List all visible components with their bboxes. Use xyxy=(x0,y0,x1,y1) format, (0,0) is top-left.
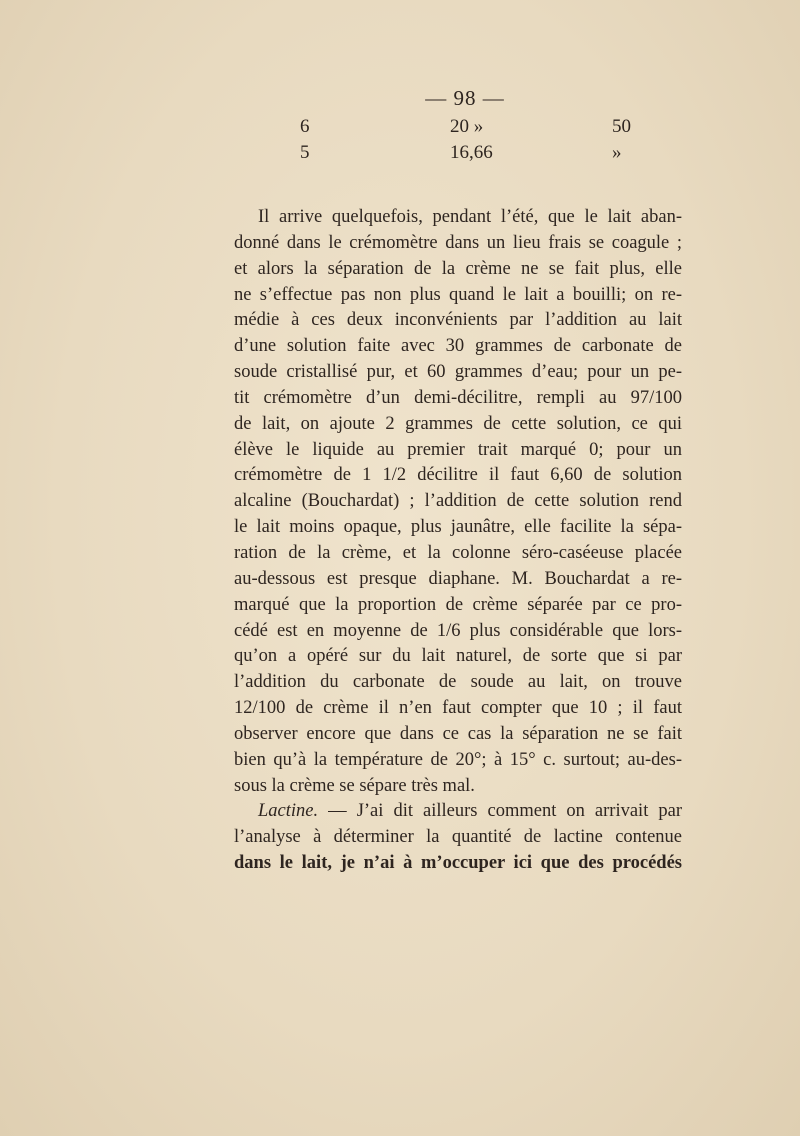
text-line: de lait, on ajoute 2 grammes de cette solution, ce qui xyxy=(234,413,682,434)
text-line: crémomètre de 1 1/2 décilitre il faut 6,60 de solution xyxy=(234,465,682,486)
text-line: ne s’effectue pas non plus quand le lait a bouilli; on re- xyxy=(234,284,682,305)
table-cell: 50 xyxy=(612,116,631,137)
table-row xyxy=(0,116,800,142)
text-line: élève le liquide au premier trait marqué 0; pour un xyxy=(234,439,682,460)
table-cell: 20 » xyxy=(450,116,484,137)
text-line: soude cristallisé pur, et 60 grammes d’eau; pour un pe- xyxy=(234,362,682,383)
table-cell: 5 xyxy=(300,142,310,163)
text-line: ration de la crème, et la colonne séro-caséeuse placée xyxy=(234,542,682,563)
table-cell: 6 xyxy=(300,116,310,137)
body-text xyxy=(234,205,682,877)
text-line: alcaline (Bouchardat) ; l’addition de cette solution rend xyxy=(234,491,682,512)
text-line: Il arrive quelquefois, pendant l’été, que le lait aban- xyxy=(258,207,682,227)
text-line: qu’on a opéré sur du lait naturel, de sorte que si par xyxy=(234,646,682,667)
page-number: — 98 — xyxy=(425,86,505,110)
text-line: médie à ces deux inconvénients par l’addition au lait xyxy=(234,310,682,331)
text-line: observer encore que dans ce cas la séparation ne se fait xyxy=(234,723,682,744)
table-cell: » xyxy=(612,142,622,163)
text-line: bien qu’à la température de 20°; à 15° c. surtout; au-des- xyxy=(234,749,682,770)
table-row xyxy=(0,142,800,168)
table-cell: 16,66 xyxy=(450,142,493,163)
numeric-table xyxy=(0,116,800,168)
text-line: dans le lait, je n’ai à m’occuper ici que des procédés xyxy=(234,853,682,874)
text-line: d’une solution faite avec 30 grammes de carbonate de xyxy=(234,336,682,357)
text-line: 12/100 de crème il n’en faut compter que 10 ; il faut xyxy=(234,698,682,719)
text-line: marqué que la proportion de crème séparée par ce pro- xyxy=(234,594,682,615)
text-line: cédé est en moyenne de 1/6 plus considérable que lors- xyxy=(234,620,682,641)
text-line: le lait moins opaque, plus jaunâtre, elle facilite la sépa- xyxy=(234,517,682,538)
text-line: et alors la séparation de la crème ne se fait plus, elle xyxy=(234,258,682,279)
text-line-lactine xyxy=(234,799,682,825)
text-span: — J’ai dit ailleurs comment on arrivait par xyxy=(318,801,682,822)
text-line: donné dans le crémomètre dans un lieu frais se coagule ; xyxy=(234,232,682,253)
text-line: l’analyse à déterminer la quantité de lactine contenue xyxy=(234,827,682,848)
text-line: tit crémomètre d’un demi-décilitre, rempli au 97/100 xyxy=(234,387,682,408)
text-line: l’addition du carbonate de soude au lait, on trouve xyxy=(234,672,682,693)
text-line: sous la crème se sépare très mal. xyxy=(234,775,475,796)
section-label: Lactine. xyxy=(258,801,319,822)
text-line: au-dessous est presque diaphane. M. Bouchardat a re- xyxy=(234,568,682,589)
